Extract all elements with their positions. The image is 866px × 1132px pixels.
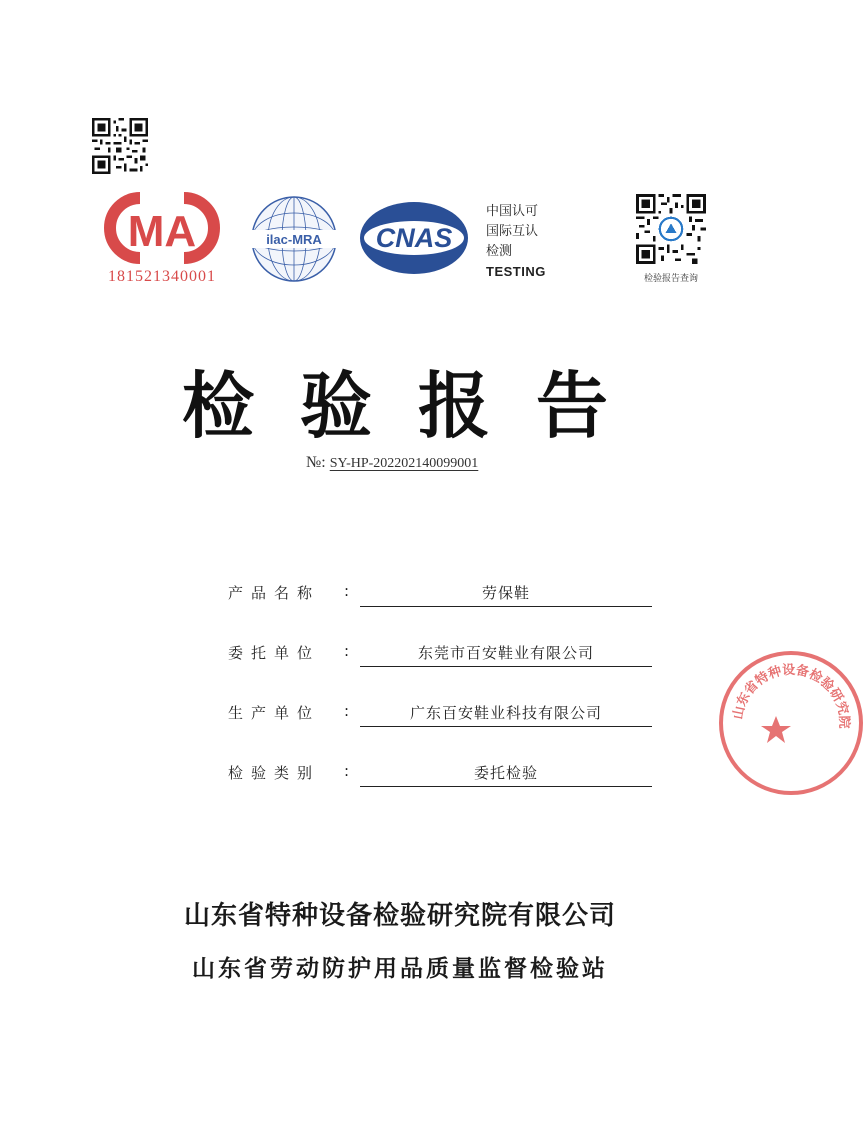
report-title: 检验报告 [181, 364, 654, 448]
svg-text:山东省特种设备检验研究院有限公司 [716, 648, 852, 729]
cma-logo-text: MA [127, 207, 197, 256]
field-value: 东莞市百安鞋业有限公司 [417, 644, 594, 662]
report-number-label: №: [306, 454, 326, 471]
cnas-caption-line-1: 中国认可 [486, 204, 539, 219]
field-colon: : [344, 762, 350, 780]
ilac-logo-text: ilac-MRA [266, 232, 322, 247]
field-value: 委托检验 [473, 764, 538, 782]
field-value: 劳保鞋 [481, 584, 530, 602]
report-query-qr-code[interactable] [636, 194, 706, 264]
cnas-logo-text: CNAS [375, 223, 453, 253]
field-label: 委托单位 [228, 644, 321, 662]
cnas-logo [358, 200, 470, 276]
report-number [306, 454, 478, 472]
field-colon: : [344, 642, 350, 660]
field-inspection-type [228, 762, 658, 788]
cnas-caption-line-2: 国际互认 [486, 224, 539, 239]
seal-text: 山东省特种设备检验研究院 [730, 662, 852, 729]
official-seal [716, 648, 866, 798]
field-label: 生产单位 [228, 704, 321, 722]
inspection-station: 山东省劳动防护用品质量监督检验站 [192, 956, 608, 982]
field-manufacturer [228, 702, 658, 728]
cnas-caption [486, 202, 576, 282]
field-colon: : [344, 702, 350, 720]
report-query-caption: 检验报告查询 [643, 274, 698, 284]
report-number-value: SY-HP-202202140099001 [329, 456, 479, 471]
cnas-caption-testing: TESTING [486, 264, 546, 279]
cma-certificate-number: 181521340001 [108, 268, 216, 285]
field-label: 产品名称 [228, 584, 321, 602]
ilac-mra-logo [244, 194, 344, 284]
field-client [228, 642, 658, 668]
field-value: 广东百安鞋业科技有限公司 [409, 704, 602, 722]
field-product-name [228, 582, 658, 608]
cnas-caption-line-3: 检测 [486, 244, 513, 259]
field-label: 检验类别 [228, 764, 321, 782]
field-colon: : [344, 582, 350, 600]
issuing-organization: 山东省特种设备检验研究院有限公司 [183, 901, 616, 931]
cma-logo [96, 190, 228, 290]
qr-code-top-left [92, 118, 148, 174]
